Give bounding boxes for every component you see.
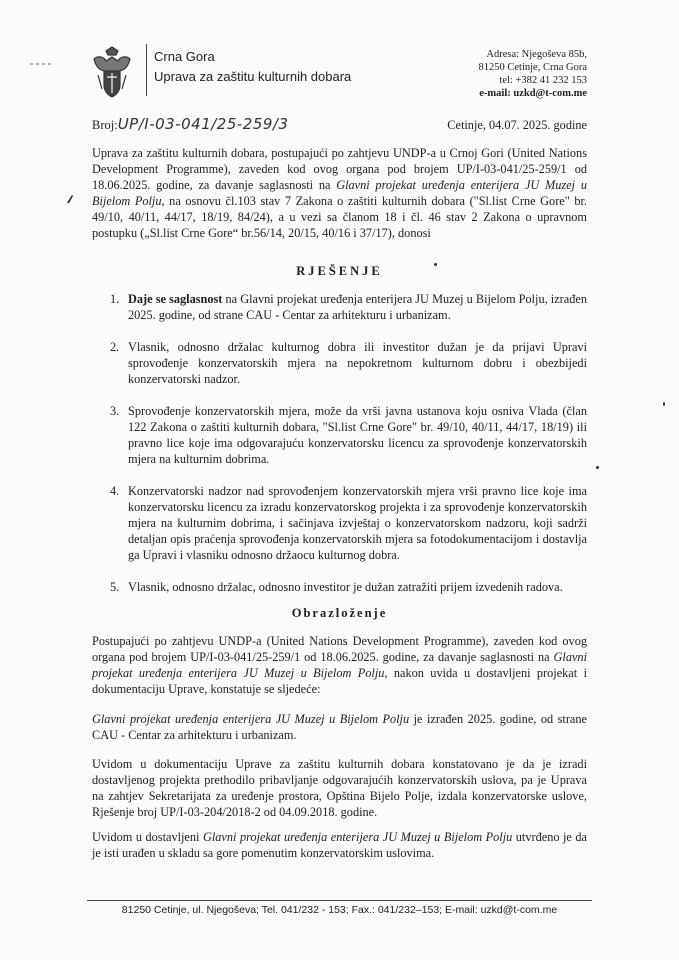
decision-item: 1. Daje se saglasnost na Glavni projekat uređenja enterijera JU Muzej u Bijelom Polju, izrađen 2025. godine, od strane CAU - Centar za arhitekturu i urbanizam. — [110, 292, 587, 322]
header-separator — [146, 44, 147, 96]
scan-mark — [30, 62, 54, 66]
reference-label: Broj: — [92, 118, 118, 132]
decision-item: 3. Sprovođenje konzervatorskih mjera, može da vrši javna ustanova koju osniva Vlada (član 122 Zakona o zaštiti kulturnih dobara, "Sl.list Crne Gore" br. 49/10, 40/11, 44/17, 18/19) ili pravno lice koje ima odgovarajuću konzervatorsku licencu za sprovođenje konzervatorskih mjera na kulturnim dobrima. — [110, 403, 587, 466]
institution-line-2: Uprava za zaštitu kulturnih dobara — [154, 69, 352, 84]
reference-number — [92, 115, 289, 135]
ink-dot — [596, 466, 599, 469]
address-email: e-mail: uzkd@t-com.me — [479, 88, 587, 99]
address-phone: tel: +382 41 232 153 — [499, 75, 587, 86]
footer-contact: 81250 Cetinje, ul. Njegoševa; Tel. 041/232 - 153; Fax.: 041/232–153; E-mail: uzkd@t-com.me — [121, 904, 558, 916]
decision-heading: RJEŠENJE — [296, 264, 383, 278]
reasoning-paragraph-1: Postupajući po zahtjevu UNDP-a (United Nations Development Programme), zaveden kod ovog organa pod brojem UP/I-03-041/25-259/1 od 18.06.2025. godine, za davanje saglasnosti na Glavni projekat uređenja enterijera JU Muzej u Bijelom Polju, nakon uvida u dostavljeni projekat i dokumentaciju Uprave, konstatuje se sljedeće: — [92, 634, 587, 696]
decision-item: 2. Vlasnik, odnosno držalac kulturnog dobra ili investitor dužan je da prijavi Upravi sprovođenje konzervatorskih mjera na nepokretnom kulturnom dobru i obezbijedi konzervatorski nadzor. — [110, 339, 587, 386]
reasoning-heading: Obrazloženje — [291, 606, 388, 620]
footer-separator — [87, 900, 592, 901]
ink-dot — [663, 402, 665, 406]
address-street: Adresa: Njegoševa 85b, — [486, 49, 587, 60]
address-block — [479, 48, 587, 100]
reasoning-paragraph-2: Glavni projekat uređenja enterijera JU Muzej u Bijelom Polju je izrađen 2025. godine, od strane CAU - Centar za arhitekturu i urbanizam. — [92, 712, 587, 742]
reasoning-paragraph-3: Uvidom u dokumentaciju Uprave za zaštitu kulturnih dobara konstatovano je da je izradi dostavljenog projekta prethodilo pribavljanje odgovarajućih konzervatorskih uslova, pa je Uprava na zahtjev Sekretarijata za uređenje prostora, Opština Bijelo Polje, izdala konzervatorske uslove, Rješenje broj UP/I-03-204/2018-2 od 04.09.2018. godine. — [92, 757, 587, 819]
decision-item: 5. Vlasnik, odnosno držalac, odnosno investitor je dužan zatražiti prijem izvedenih radova. — [110, 579, 563, 594]
address-city: 81250 Cetinje, Crna Gora — [478, 62, 587, 73]
project-title: Glavni projekat uređenja enterijera JU Muzej u Bijelom Polju — [92, 177, 587, 208]
intro-paragraph: Uprava za zaštitu kulturnih dobara, postupajući po zahtjevu UNDP-a u Crnoj Gori (United Nations Development Programme), zaveden kod ovog organa pod brojem UP/I-03-041/25-259/1 od 18.06.2025. godine, za davanje saglasnosti na Glavni projekat uređenja enterijera JU Muzej u Bijelom Polju, na osnovu čl.103 stav 7 Zakona o zaštiti kulturnih dobara ("Sl.list Crne Gore" br. 49/10, 40/11, 44/17, 18/19, 84/24), a u vezi sa članom 18 i čl. 46 stav 2 Zakona o upravnom postupku („Sl.list Crne Gore“ br.56/14, 20/15, 40/16 i 37/17), donosi — [92, 146, 588, 240]
decision-item: 4. Konzervatorski nadzor nad sprovođenjem konzervatorskih mjera vrši pravno lice koje ima konzervatorsku licencu za izradu konzervatorskog projekta i za sprovođenje konzervatorskih mjera na kulturnim dobrima, i sačinjava izvještaj o konzervatorskom nadzoru, koji sadrži detaljan opis praćenja sprovođenja konzervatorskih mjera sa fotodokumentacijom i dostavlja ga Upravi i vlasniku odnosno držaocu kulturnog dobra. — [110, 483, 587, 562]
pen-mark — [66, 194, 74, 204]
institution-name — [154, 47, 351, 87]
institution-line-1: Crna Gora — [154, 49, 215, 64]
document-date: Cetinje, 04.07. 2025. godine — [447, 118, 587, 132]
decision-list — [92, 292, 587, 596]
coat-of-arms-icon — [88, 45, 136, 101]
handwritten-number: UP/I-03-041/25-259/3 — [117, 115, 289, 133]
reasoning-paragraph-4: Uvidom u dostavljeni Glavni projekat uređenja enterijera JU Muzej u Bijelom Polju utvrđeno je da je isti urađen u skladu sa gore pomenutim konzervatorskim uslovima. — [92, 830, 588, 860]
